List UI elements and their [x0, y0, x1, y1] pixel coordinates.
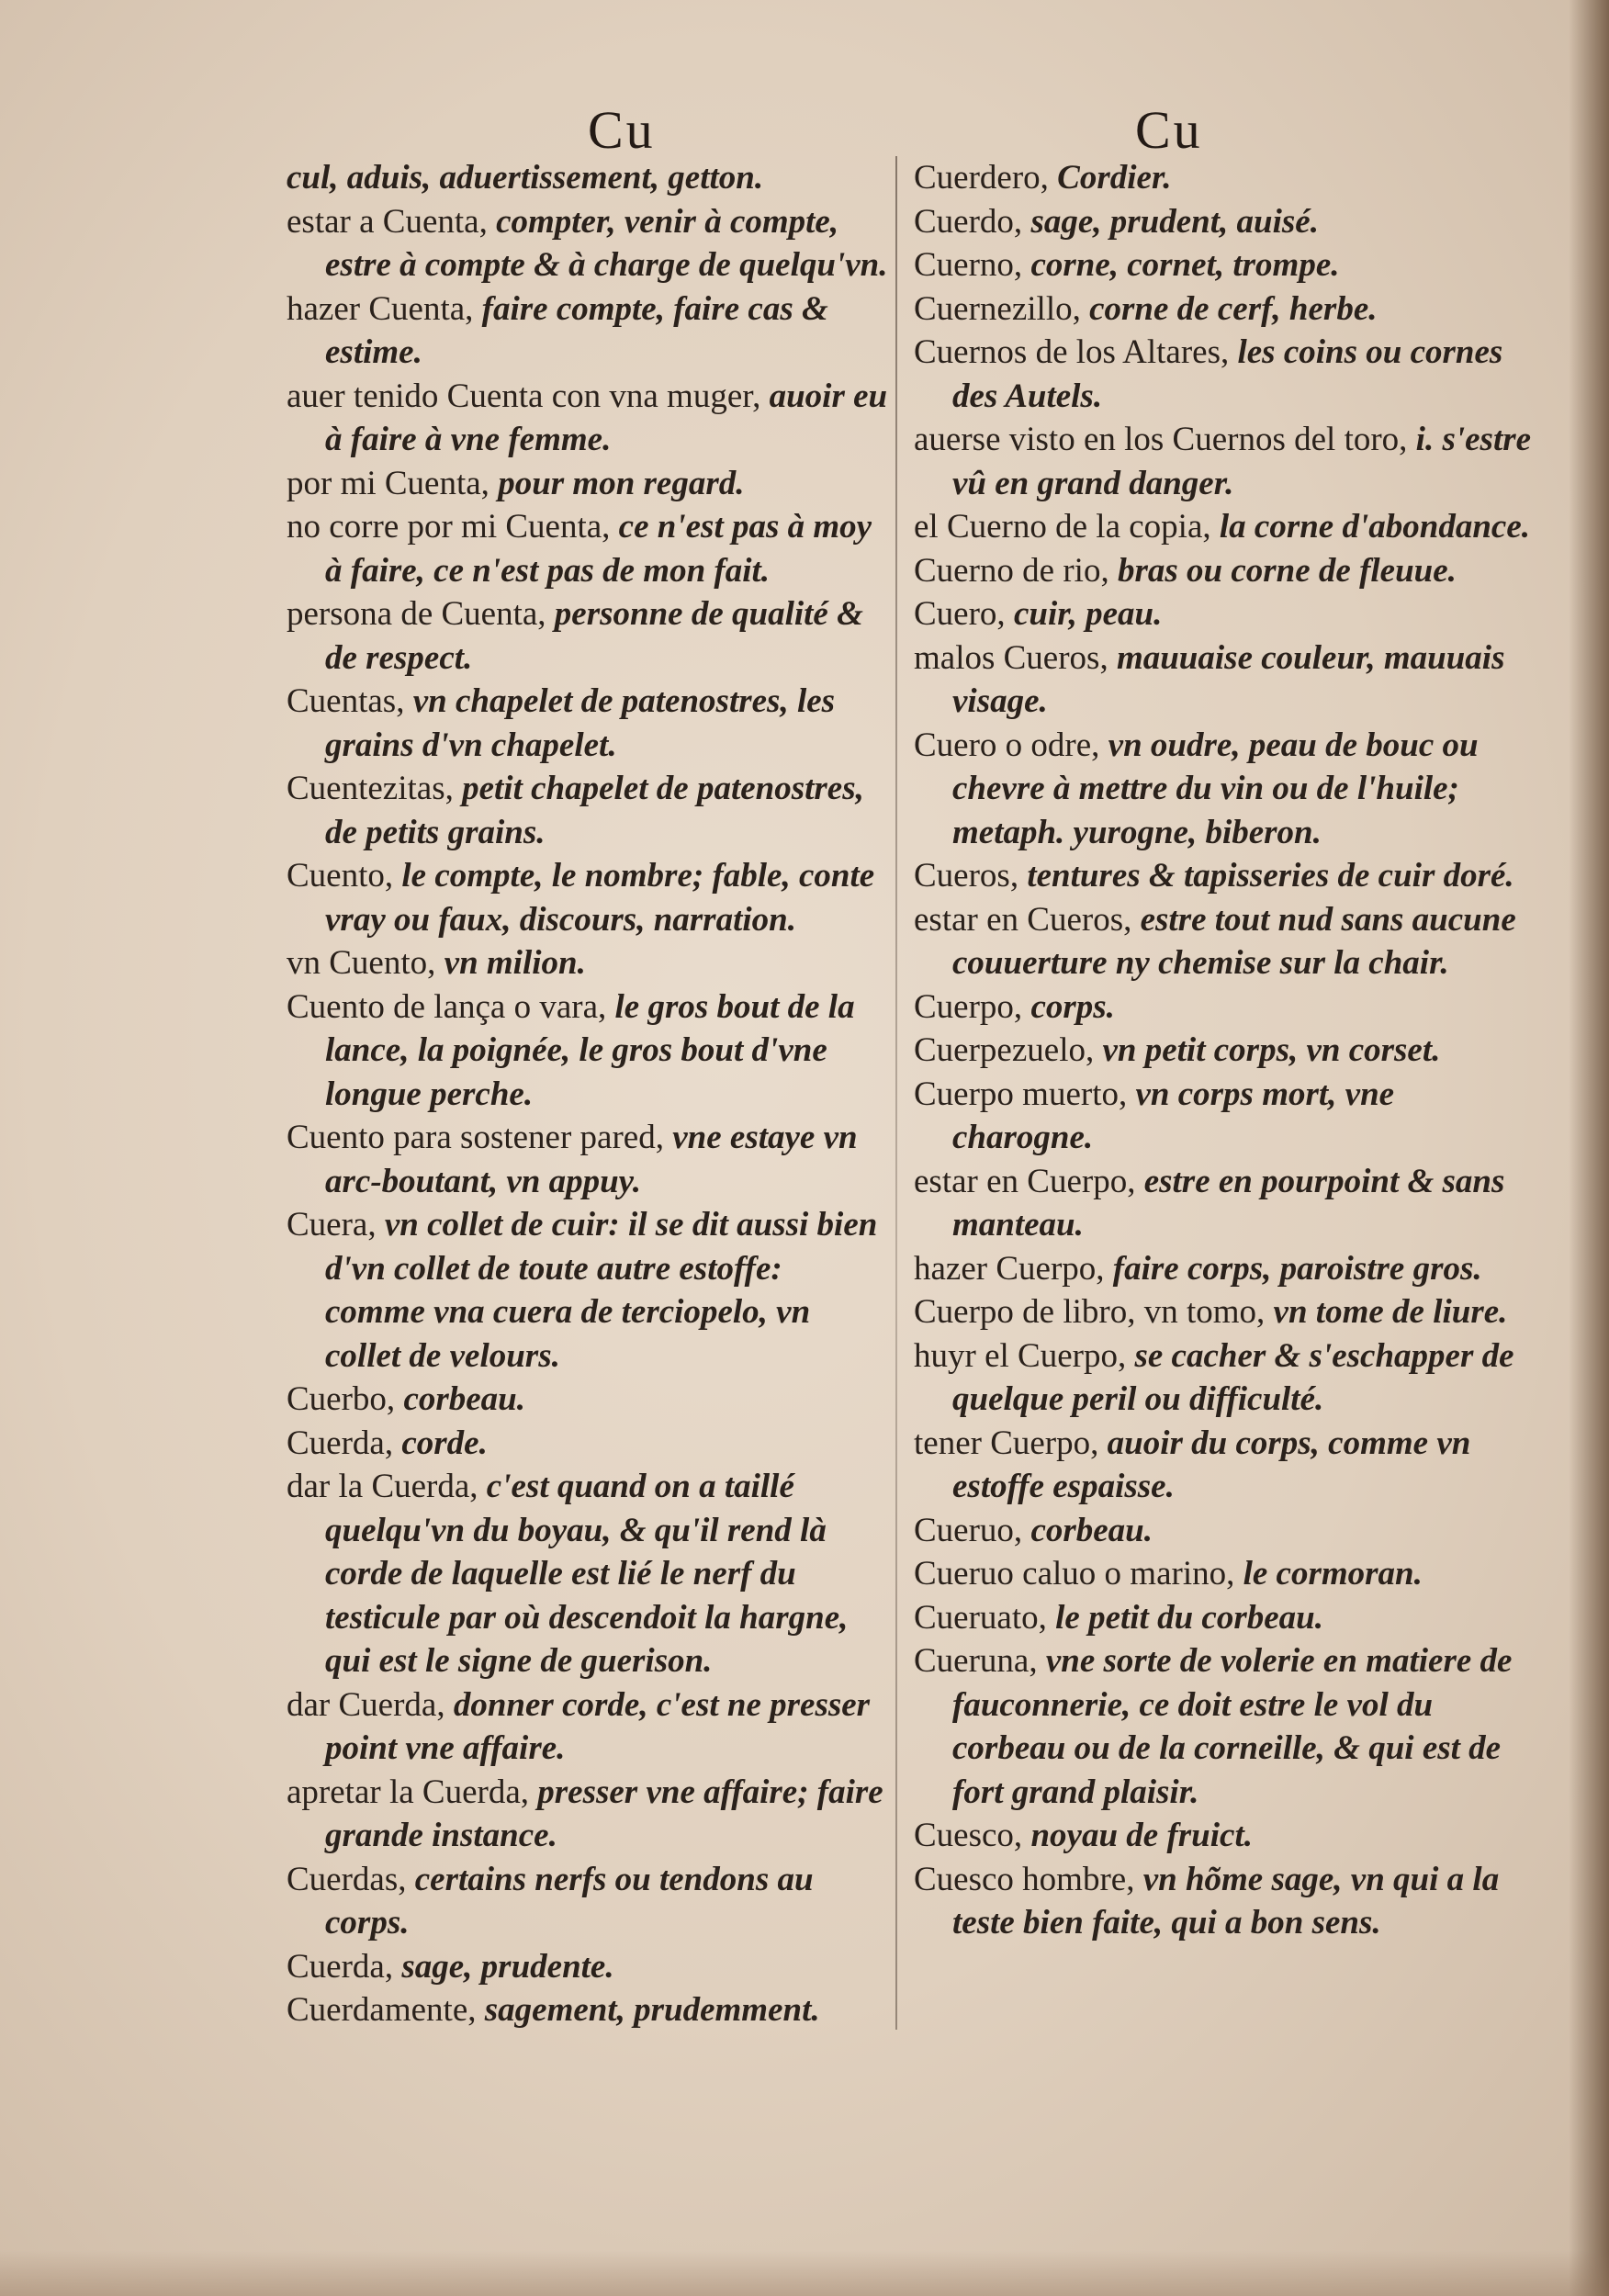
- entry-translation: pour mon regard.: [498, 464, 745, 502]
- dictionary-entry: [914, 985, 1538, 1030]
- page-bottom-shadow: [0, 2250, 1609, 2296]
- dictionary-entry: [287, 462, 888, 506]
- entry-headword: Cuernezillo,: [914, 289, 1090, 328]
- entry-translation: la corne d'abondance.: [1219, 508, 1531, 546]
- entry-headword: malos Cueros,: [914, 638, 1117, 677]
- entry-headword: Cuento de lança o vara,: [287, 987, 615, 1026]
- dictionary-entry: [914, 898, 1538, 985]
- entry-headword: Cueruato,: [914, 1598, 1056, 1637]
- dictionary-entry: [914, 1422, 1538, 1509]
- dictionary-entry: [287, 156, 888, 200]
- entry-translation: corne, cornet, trompe.: [1030, 246, 1340, 284]
- entry-translation: presser vne affaire; faire grande instance.: [325, 1773, 883, 1854]
- entry-headword: Cuerdo,: [914, 202, 1031, 241]
- entry-headword: Cuerdamente,: [287, 1991, 485, 2029]
- dictionary-entry: [287, 1203, 888, 1378]
- entry-translation: vn milion.: [444, 944, 586, 982]
- dictionary-entry: [287, 1422, 888, 1466]
- entry-translation: cul, aduis, aduertissement, getton.: [287, 159, 764, 197]
- entry-headword: el Cuerno de la copia,: [914, 508, 1220, 546]
- dictionary-entry: [914, 1552, 1538, 1596]
- column-divider: [895, 156, 897, 2030]
- dictionary-entry: [914, 1814, 1538, 1858]
- dictionary-entry: [287, 1116, 888, 1203]
- dictionary-entry: [287, 941, 888, 985]
- dictionary-entry: [287, 505, 888, 592]
- dictionary-entry: [287, 1771, 888, 1858]
- entry-headword: Cuero o odre,: [914, 726, 1108, 764]
- entry-translation: vn corps mort, vne charogne.: [952, 1075, 1395, 1156]
- entry-headword: Cuento para sostener pared,: [287, 1119, 673, 1156]
- entry-headword: Cuentezitas,: [287, 770, 463, 807]
- entry-translation: personne de qualité & de respect.: [325, 595, 863, 677]
- entry-headword: apretar la Cuerda,: [287, 1773, 538, 1811]
- dictionary-entry: [914, 418, 1538, 505]
- dictionary-entry: [287, 985, 888, 1117]
- entry-translation: faire corps, paroistre gros.: [1112, 1249, 1482, 1288]
- dictionary-entry: [914, 1639, 1538, 1814]
- entry-translation: corbeau.: [403, 1380, 526, 1418]
- entry-translation: se cacher & s'eschapper de quelque peril ou difficulté.: [952, 1336, 1514, 1418]
- entry-translation: c'est quand on a taillé quelqu'vn du boyau, & qu'il rend là corde de laquelle est lié le nerf du testicule par où descendoit la hargne, qui est le signe de guerison.: [325, 1468, 849, 1680]
- right-column: [914, 156, 1538, 1945]
- entry-headword: dar Cuerda,: [287, 1685, 454, 1724]
- dictionary-entry: [914, 592, 1538, 636]
- entry-translation: corne de cerf, herbe.: [1089, 289, 1378, 328]
- entry-headword: Cueruo caluo o marino,: [914, 1555, 1243, 1593]
- entry-headword: Cuerda,: [287, 1424, 402, 1462]
- entry-translation: faire compte, faire cas & estime.: [325, 289, 828, 371]
- dictionary-entry: [914, 854, 1538, 898]
- entry-translation: bras ou corne de fleuue.: [1117, 551, 1457, 590]
- left-column-header: Cu: [588, 100, 656, 160]
- entry-translation: vn oudre, peau de bouc ou chevre à mettre du vin ou de l'huile; metaph. yurogne, biberon.: [952, 726, 1479, 851]
- dictionary-entry: [287, 1683, 888, 1771]
- dictionary-entry: [287, 1945, 888, 1989]
- entry-headword: por mi Cuenta,: [287, 464, 499, 502]
- dictionary-entry: [287, 854, 888, 941]
- entry-translation: corde.: [401, 1424, 488, 1462]
- entry-headword: vn Cuento,: [287, 944, 444, 982]
- entry-headword: auer tenido Cuenta con vna muger,: [287, 377, 770, 415]
- entry-headword: Cuerpo muerto,: [914, 1075, 1136, 1113]
- entry-headword: Cuerda,: [287, 1947, 402, 1986]
- entry-translation: vne sorte de volerie en matiere de fauconnerie, ce doit estre le vol du corbeau ou de la corneille, & qui est de fort grand plaisir.: [952, 1642, 1513, 1811]
- entry-translation: les coins ou cornes des Autels.: [952, 333, 1503, 415]
- dictionary-entry: [914, 1029, 1538, 1073]
- dictionary-entry: [287, 680, 888, 767]
- entry-translation: estre en pourpoint & sans manteau.: [952, 1162, 1505, 1244]
- entry-translation: mauuaise couleur, mauuais visage.: [952, 638, 1505, 720]
- entry-headword: persona de Cuenta,: [287, 595, 555, 633]
- entry-headword: Cuernos de los Altares,: [914, 333, 1238, 371]
- entry-headword: no corre por mi Cuenta,: [287, 508, 619, 546]
- entry-translation: petit chapelet de patenostres, de petits grains.: [325, 770, 864, 851]
- dictionary-entry: [287, 767, 888, 854]
- entry-translation: le cormoran.: [1243, 1555, 1423, 1593]
- entry-translation: vne estaye vn arc-boutant, vn appuy.: [325, 1119, 858, 1200]
- page-edge-shadow: [1569, 0, 1609, 2296]
- entry-translation: vn tome de liure.: [1273, 1293, 1508, 1331]
- entry-translation: Cordier.: [1057, 159, 1172, 197]
- dictionary-entry: [914, 1509, 1538, 1553]
- dictionary-entry: [287, 375, 888, 462]
- entry-headword: Cuerpezuelo,: [914, 1031, 1103, 1069]
- right-column-header: Cu: [1135, 100, 1203, 160]
- entry-translation: certains nerfs ou tendons au corps.: [325, 1860, 814, 1941]
- dictionary-entry: [914, 549, 1538, 593]
- dictionary-entry: [914, 1247, 1538, 1291]
- entry-headword: estar en Cueros,: [914, 900, 1141, 939]
- entry-translation: corps.: [1030, 987, 1115, 1026]
- entry-headword: Cuerdero,: [914, 159, 1058, 197]
- entry-translation: sage, prudente.: [401, 1947, 614, 1986]
- dictionary-entry: [914, 200, 1538, 244]
- dictionary-entry: [914, 1858, 1538, 1945]
- dictionary-entry: [287, 1378, 888, 1422]
- dictionary-entry: [914, 1596, 1538, 1640]
- entry-headword: hazer Cuerpo,: [914, 1249, 1113, 1288]
- dictionary-entry: [914, 1290, 1538, 1334]
- entry-translation: corbeau.: [1030, 1511, 1153, 1549]
- dictionary-entry: [914, 287, 1538, 332]
- dictionary-entry: [287, 1858, 888, 1945]
- entry-headword: estar en Cuerpo,: [914, 1162, 1144, 1200]
- dictionary-entry: [287, 1988, 888, 2032]
- entry-translation: compter, venir à compte, estre à compte & à charge de quelqu'vn.: [325, 202, 888, 284]
- entry-translation: donner corde, c'est ne presser point vne affaire.: [325, 1685, 871, 1767]
- entry-headword: Cuerdas,: [287, 1860, 415, 1898]
- entry-headword: huyr el Cuerpo,: [914, 1336, 1135, 1375]
- entry-translation: tentures & tapisseries de cuir doré.: [1027, 857, 1514, 895]
- entry-headword: Cuesco,: [914, 1817, 1031, 1854]
- entry-headword: hazer Cuenta,: [287, 289, 482, 328]
- entry-translation: vn collet de cuir: il se dit aussi bien d'vn collet de toute autre estoffe: comme vna cuera de terciopelo, vn collet de velours.: [325, 1206, 878, 1375]
- entry-headword: Cuesco hombre,: [914, 1860, 1143, 1898]
- entry-headword: auerse visto en los Cuernos del toro,: [914, 421, 1416, 458]
- dictionary-entry: [287, 592, 888, 680]
- entry-translation: vn petit corps, vn corset.: [1102, 1031, 1441, 1069]
- entry-translation: sage, prudent, auisé.: [1030, 202, 1319, 241]
- entry-headword: Cuerno,: [914, 246, 1031, 284]
- entry-headword: Cuero,: [914, 595, 1014, 633]
- entry-translation: i. s'estre vû en grand danger.: [952, 421, 1532, 502]
- entry-translation: auoir eu à faire à vne femme.: [325, 377, 888, 458]
- entry-translation: ce n'est pas à moy à faire, ce n'est pas de mon fait.: [325, 508, 872, 590]
- entry-translation: noyau de fruict.: [1030, 1817, 1253, 1854]
- dictionary-entry: [914, 1160, 1538, 1247]
- dictionary-entry: [914, 243, 1538, 287]
- entry-translation: vn hõme sage, vn qui a la teste bien faite, qui a bon sens.: [952, 1860, 1500, 1941]
- entry-translation: auoir du corps, comme vn estoffe espaisse.: [952, 1424, 1471, 1505]
- entry-headword: Cueruo,: [914, 1511, 1031, 1549]
- entry-headword: Cueros,: [914, 857, 1028, 895]
- entry-headword: Cuento,: [287, 857, 402, 895]
- dictionary-entry: [914, 636, 1538, 724]
- dictionary-entry: [914, 505, 1538, 549]
- entry-translation: sagement, prudemment.: [484, 1991, 820, 2029]
- dictionary-entry: [914, 1334, 1538, 1422]
- entry-translation: le compte, le nombre; fable, conte vray ou faux, discours, narration.: [325, 857, 875, 939]
- entry-translation: le gros bout de la lance, la poignée, le gros bout d'vne longue perche.: [325, 987, 855, 1113]
- dictionary-entry: [914, 156, 1538, 200]
- dictionary-entry: [287, 287, 888, 375]
- entry-headword: Cuerpo,: [914, 987, 1031, 1026]
- entry-headword: estar a Cuenta,: [287, 202, 497, 241]
- dictionary-entry: [287, 200, 888, 287]
- entry-headword: Cuentas,: [287, 682, 413, 720]
- left-column: [287, 156, 888, 2032]
- entry-headword: Cuerpo de libro, vn tomo,: [914, 1293, 1274, 1331]
- entry-headword: Cuera,: [287, 1206, 385, 1244]
- dictionary-entry: [914, 724, 1538, 855]
- entry-headword: Cueruna,: [914, 1642, 1046, 1680]
- entry-translation: cuir, peau.: [1013, 595, 1163, 633]
- dictionary-entry: [287, 1465, 888, 1683]
- entry-headword: tener Cuerpo,: [914, 1424, 1108, 1462]
- entry-translation: estre tout nud sans aucune couuerture ny chemise sur la chair.: [952, 900, 1516, 982]
- entry-headword: Cuerno de rio,: [914, 551, 1118, 590]
- entry-headword: Cuerbo,: [287, 1380, 404, 1418]
- entry-headword: dar la Cuerda,: [287, 1468, 487, 1505]
- entry-translation: le petit du corbeau.: [1055, 1598, 1323, 1637]
- entry-translation: vn chapelet de patenostres, les grains d'vn chapelet.: [325, 682, 836, 764]
- dictionary-entry: [914, 331, 1538, 418]
- dictionary-entry: [914, 1073, 1538, 1160]
